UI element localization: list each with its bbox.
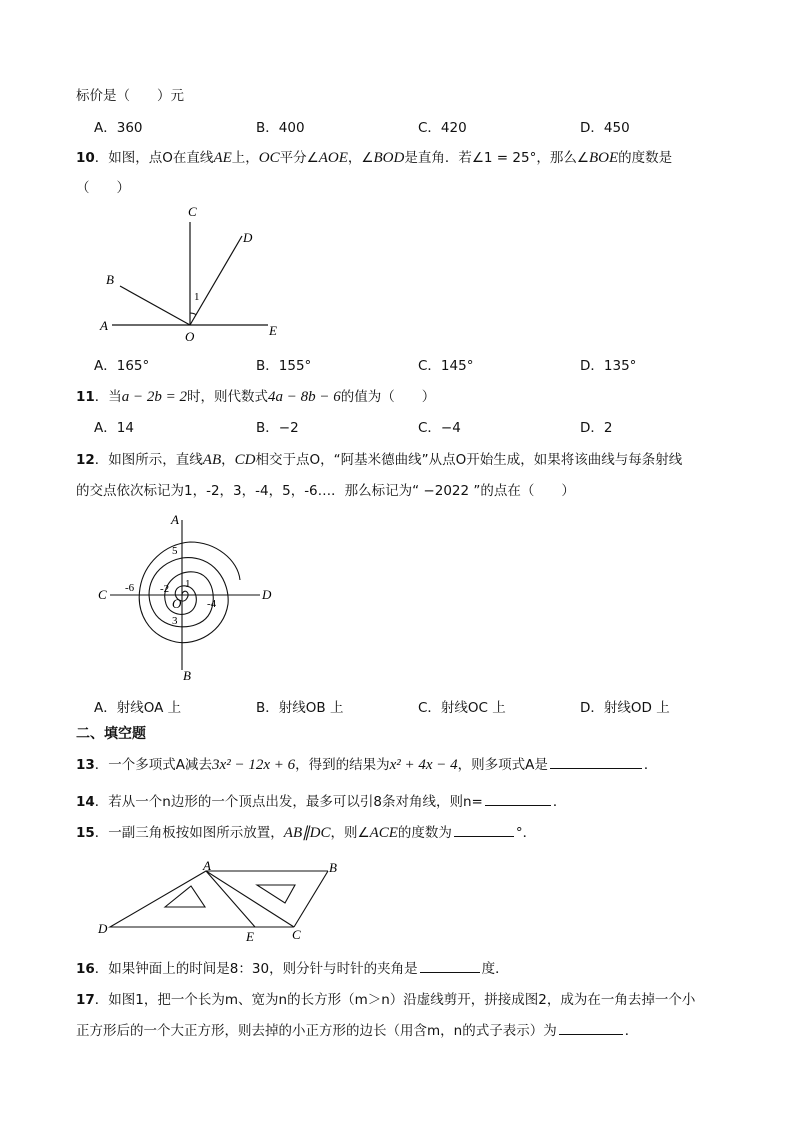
q12-math: CD: [234, 452, 256, 468]
q14-end: ．: [552, 794, 567, 810]
q12-option-d: D．射线OD 上: [580, 700, 670, 716]
q17-number: 17: [76, 992, 95, 1008]
q16-answer-blank[interactable]: [420, 960, 480, 973]
label-e: E: [269, 323, 277, 338]
label-c: C: [188, 204, 197, 219]
q14-text: ．若从一个n边形的一个顶点出发，最多可以引8条对角线，则n=: [94, 794, 483, 810]
q12-option-c: C．射线OC 上: [418, 700, 506, 716]
q12-text: ．如图所示，直线: [94, 452, 203, 468]
q10-figure: [90, 200, 300, 345]
q14-answer-blank[interactable]: [485, 793, 551, 806]
angle-1-arc: [190, 313, 196, 315]
q12-stem-line2: 的交点依次标记为1，-2，3，-4，5，-6…．那么标记为“ −2022 ”的点在（ ）: [76, 483, 575, 499]
label-a: A: [171, 512, 179, 527]
q13-number: 13: [76, 757, 95, 773]
q17-end: ．: [624, 1023, 639, 1039]
q17-stem: [76, 988, 695, 1008]
q16-number: 16: [76, 961, 95, 977]
q15-figure: [95, 857, 345, 947]
q9-option-b: B．400: [256, 120, 305, 136]
q12-math: AB: [202, 452, 222, 468]
q10-option-d: D．135°: [580, 358, 637, 374]
q9-option-d: D．450: [580, 120, 630, 136]
label-b: B: [329, 860, 337, 875]
segment-bc: [294, 871, 328, 927]
ray-od: [190, 236, 242, 325]
q10-text: 上，: [231, 150, 259, 166]
q13-text: ，得到的结果为: [295, 757, 390, 773]
q15-number: 15: [76, 825, 95, 841]
label-o: O: [172, 596, 182, 611]
q17-text: 正方形后的一个大正方形，则去掉的小正方形的边长（用含m，n的式子表示）为: [76, 1023, 557, 1039]
q15-stem: [76, 821, 536, 842]
q9-tail: 标价是（ ）元: [76, 88, 184, 104]
q10-paren: （ ）: [76, 180, 130, 196]
q10-option-c: C．145°: [418, 358, 474, 374]
q11-text: ．当: [94, 389, 122, 405]
q13-stem: [76, 753, 657, 774]
mark-1: 1: [185, 578, 191, 590]
mark-minus-4: -4: [207, 598, 217, 610]
label-o: O: [185, 329, 195, 344]
q17-text: ．如图1，把一个长为m、宽为n的长方形（m＞n）沿虚线剪开，拼接成图2，成为在一角去掉一个小: [94, 992, 696, 1008]
q17-stem-line2: [76, 1019, 638, 1039]
q11-number: 11: [76, 389, 95, 405]
label-c: C: [98, 587, 107, 602]
q10-number: 10: [76, 150, 95, 166]
label-d: D: [243, 230, 253, 245]
section-title: 二、填空题: [76, 726, 146, 742]
q15-answer-blank[interactable]: [454, 824, 514, 837]
q10-option-a: A．165°: [94, 358, 150, 374]
mark-3: 3: [172, 615, 178, 627]
q13-text: ，则多项式A是: [457, 757, 548, 773]
q16-text: ．如果钟面上的时间是8：30，则分针与时针的夹角是: [94, 961, 418, 977]
q12-text: 相交于点O，“阿基米德曲线”从点O开始生成，如果将该曲线与每条射线: [255, 452, 683, 468]
label-a: A: [100, 318, 108, 333]
label-d: D: [262, 587, 272, 602]
q12-text: ，: [221, 452, 235, 468]
q11-stem: [76, 385, 435, 406]
label-b: B: [106, 272, 114, 287]
q11-option-b: B．−2: [256, 420, 299, 436]
q10-text: ．如图，点O在直线: [94, 150, 214, 166]
q17-answer-blank[interactable]: [559, 1022, 623, 1035]
q13-math: 3x² − 12x + 6: [212, 757, 296, 773]
q12-option-b: B．射线OB 上: [256, 700, 344, 716]
archimedean-spiral: [139, 542, 240, 643]
q11-option-a: A．14: [94, 420, 134, 436]
q12-number: 12: [76, 452, 95, 468]
segment-ac: [206, 871, 294, 927]
q11-math: a − 2b = 2: [121, 389, 188, 405]
q11-math: 4a − 8b − 6: [268, 389, 341, 405]
q10-stem: [76, 146, 672, 167]
q11-option-c: C．−4: [418, 420, 461, 436]
triangle-dae-inner: [165, 886, 205, 907]
q13-text: ．一个多项式A减去: [94, 757, 213, 773]
label-b: B: [183, 668, 191, 683]
q16-end: 度．: [481, 961, 509, 977]
q10-math: AOE: [318, 150, 348, 166]
mark-5: 5: [172, 545, 178, 557]
q10-text: 平分∠: [279, 150, 319, 166]
q15-text: 的度数为: [397, 825, 452, 841]
q12-figure: [90, 508, 290, 688]
q14-number: 14: [76, 794, 95, 810]
q15-end: °．: [515, 825, 537, 841]
label-d: D: [98, 921, 108, 936]
q9-option-c: C．420: [418, 120, 467, 136]
mark-minus-6: -6: [125, 582, 135, 594]
q10-text: 是直角．若∠1 = 25°，那么∠: [404, 150, 589, 166]
q12-stem: [76, 448, 682, 469]
q15-math: AB∥DC: [283, 825, 331, 841]
q12-option-a: A．射线OA 上: [94, 700, 182, 716]
q10-text: ，∠: [347, 150, 374, 166]
label-c: C: [292, 927, 301, 942]
q10-text: 的度数是: [618, 150, 673, 166]
label-e: E: [246, 929, 254, 944]
q10-math: AE: [213, 150, 232, 166]
label-a: A: [203, 858, 211, 873]
q14-stem: [76, 790, 566, 810]
label-angle-1: 1: [194, 291, 200, 303]
q16-stem: [76, 957, 509, 977]
q13-answer-blank[interactable]: [550, 756, 642, 769]
q10-math: OC: [258, 150, 280, 166]
q15-text: ．一副三角板按如图所示放置，: [94, 825, 284, 841]
triangle-dae: [110, 871, 255, 927]
q10-option-b: B．155°: [256, 358, 312, 374]
triangle-abc-inner: [257, 885, 295, 903]
q15-text: ，则∠: [330, 825, 370, 841]
q11-text: 的值为（ ）: [340, 389, 436, 405]
q10-math: BOD: [373, 150, 405, 166]
q9-option-a: A．360: [94, 120, 143, 136]
q13-math: x² + 4x − 4: [389, 757, 458, 773]
q11-option-d: D．2: [580, 420, 613, 436]
ray-ob: [120, 286, 190, 325]
q10-math: BOE: [588, 150, 619, 166]
q15-math: ACE: [369, 825, 398, 841]
mark-minus-2: -2: [160, 583, 170, 595]
q11-text: 时，则代数式: [187, 389, 269, 405]
q13-end: ．: [643, 757, 658, 773]
